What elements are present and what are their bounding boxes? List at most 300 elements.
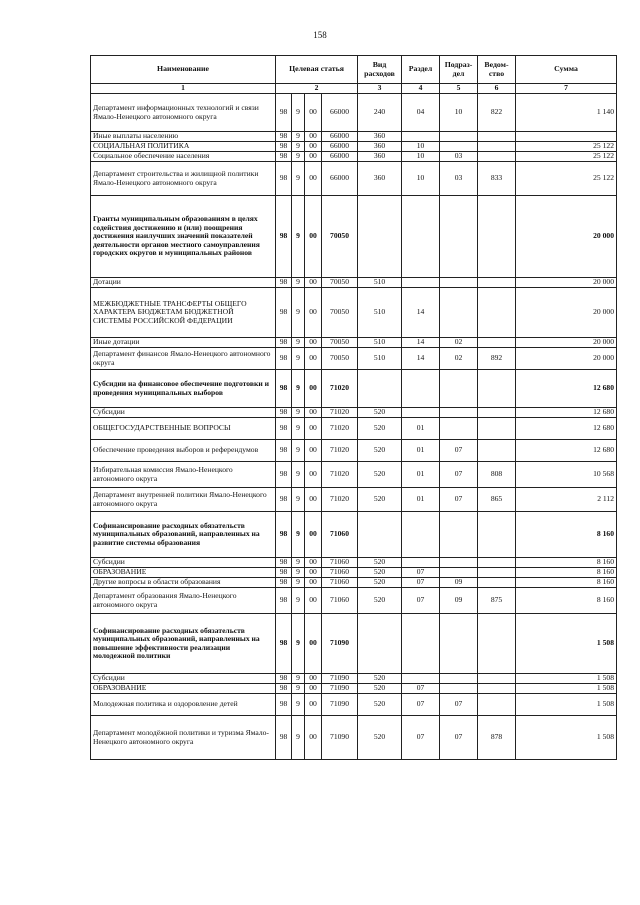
- table-row: [91, 370, 617, 408]
- table-cell-subsection: [440, 408, 478, 418]
- header-number-3: 3: [358, 84, 402, 94]
- table-cell-program: 98: [276, 512, 292, 558]
- table-cell-expense-type: 520: [358, 488, 402, 512]
- table-cell-expense-type: 520: [358, 578, 402, 588]
- table-cell-name: Департамент финансов Ямало-Ненецкого автономного округа: [91, 348, 276, 370]
- table-cell-subsection: 03: [440, 152, 478, 162]
- table-cell-code: 71060: [322, 512, 358, 558]
- table-cell-code: 71090: [322, 694, 358, 716]
- table-cell-program: 98: [276, 132, 292, 142]
- table-cell-subsection: [440, 558, 478, 568]
- table-cell-subprogram: 9: [292, 716, 305, 760]
- table-cell-sum: 20 000: [516, 348, 617, 370]
- table-row: [91, 278, 617, 288]
- table-cell-group: 00: [305, 132, 322, 142]
- table-cell-department: [478, 418, 516, 440]
- table-cell-subprogram: 9: [292, 694, 305, 716]
- table-cell-sum: 8 160: [516, 568, 617, 578]
- table-cell-expense-type: 360: [358, 162, 402, 196]
- table-cell-program: 98: [276, 370, 292, 408]
- table-cell-group: 00: [305, 142, 322, 152]
- table-cell-subsection: 10: [440, 94, 478, 132]
- table-cell-subprogram: 9: [292, 162, 305, 196]
- table-cell-department: [478, 558, 516, 568]
- table-cell-section: [402, 196, 440, 278]
- table-cell-department: [478, 568, 516, 578]
- table-cell-code: 70050: [322, 196, 358, 278]
- table-cell-program: 98: [276, 196, 292, 278]
- table-cell-section: 07: [402, 684, 440, 694]
- table-cell-code: 71020: [322, 488, 358, 512]
- table-cell-name: Департамент образования Ямало-Ненецкого автономного округа: [91, 588, 276, 614]
- table-cell-program: 98: [276, 588, 292, 614]
- header-number-4: 4: [402, 84, 440, 94]
- table-cell-group: 00: [305, 338, 322, 348]
- table-cell-code: 71090: [322, 716, 358, 760]
- table-cell-expense-type: [358, 370, 402, 408]
- table-cell-group: 00: [305, 94, 322, 132]
- table-cell-sum: 20 000: [516, 278, 617, 288]
- table-cell-section: 14: [402, 288, 440, 338]
- table-cell-department: [478, 142, 516, 152]
- table-row: [91, 288, 617, 338]
- table-cell-code: 71020: [322, 408, 358, 418]
- table-cell-sum: 1 508: [516, 684, 617, 694]
- table-cell-program: 98: [276, 288, 292, 338]
- table-cell-group: 00: [305, 288, 322, 338]
- table-row: [91, 614, 617, 674]
- table-cell-department: 822: [478, 94, 516, 132]
- table-cell-name: Субсидии: [91, 674, 276, 684]
- table-cell-sum: 12 680: [516, 370, 617, 408]
- table-cell-code: 70050: [322, 288, 358, 338]
- table-cell-name: Субсидии на финансовое обеспечение подготовки и проведения муниципальных выборов: [91, 370, 276, 408]
- table-cell-subprogram: 9: [292, 408, 305, 418]
- table-cell-code: 71090: [322, 684, 358, 694]
- table-row: [91, 588, 617, 614]
- table-cell-department: [478, 684, 516, 694]
- header-department: Ведом-ство: [478, 56, 516, 84]
- table-cell-expense-type: 360: [358, 142, 402, 152]
- table-cell-subsection: 03: [440, 162, 478, 196]
- table-cell-code: 70050: [322, 278, 358, 288]
- table-row: [91, 142, 617, 152]
- table-cell-subsection: 07: [440, 440, 478, 462]
- table-cell-name: Софинансирование расходных обязательств муниципальных образований, направленных на повышение эффективности реализации молодежной политики: [91, 614, 276, 674]
- table-cell-department: 892: [478, 348, 516, 370]
- table-cell-department: [478, 408, 516, 418]
- table-cell-sum: 2 112: [516, 488, 617, 512]
- table-cell-name: Обеспечение проведения выборов и референдумов: [91, 440, 276, 462]
- table-cell-sum: 8 160: [516, 512, 617, 558]
- table-cell-group: 00: [305, 408, 322, 418]
- table-cell-expense-type: 520: [358, 418, 402, 440]
- table-cell-section: 10: [402, 142, 440, 152]
- table-cell-department: [478, 132, 516, 142]
- header-expense-type: Вид расходов: [358, 56, 402, 84]
- table-cell-program: 98: [276, 684, 292, 694]
- table-cell-group: 00: [305, 488, 322, 512]
- table-cell-program: 98: [276, 142, 292, 152]
- table-cell-subprogram: 9: [292, 418, 305, 440]
- table-cell-sum: [516, 132, 617, 142]
- table-row: [91, 132, 617, 142]
- table-cell-expense-type: 520: [358, 684, 402, 694]
- table-cell-name: ОБЩЕГОСУДАРСТВЕННЫЕ ВОПРОСЫ: [91, 418, 276, 440]
- table-cell-section: 01: [402, 418, 440, 440]
- table-cell-department: 875: [478, 588, 516, 614]
- table-cell-subprogram: 9: [292, 152, 305, 162]
- table-cell-section: [402, 614, 440, 674]
- table-cell-subprogram: 9: [292, 462, 305, 488]
- table-cell-subprogram: 9: [292, 488, 305, 512]
- table-cell-expense-type: 510: [358, 348, 402, 370]
- table-cell-expense-type: 520: [358, 674, 402, 684]
- table-cell-sum: 10 568: [516, 462, 617, 488]
- table-cell-program: 98: [276, 338, 292, 348]
- table-cell-name: Департамент строительства и жилищной политики Ямало-Ненецкого автономного округа: [91, 162, 276, 196]
- table-row: [91, 716, 617, 760]
- table-cell-expense-type: 510: [358, 338, 402, 348]
- table-cell-sum: 12 680: [516, 418, 617, 440]
- table-cell-department: [478, 440, 516, 462]
- table-cell-name: СОЦИАЛЬНАЯ ПОЛИТИКА: [91, 142, 276, 152]
- table-cell-group: 00: [305, 462, 322, 488]
- table-cell-group: 00: [305, 588, 322, 614]
- table-cell-subprogram: 9: [292, 674, 305, 684]
- table-row: [91, 348, 617, 370]
- table-cell-subsection: [440, 370, 478, 408]
- table-cell-section: [402, 674, 440, 684]
- table-cell-section: 07: [402, 588, 440, 614]
- table-cell-expense-type: 520: [358, 716, 402, 760]
- table-row: [91, 684, 617, 694]
- table-cell-subprogram: 9: [292, 568, 305, 578]
- table-cell-section: [402, 558, 440, 568]
- table-cell-subsection: [440, 614, 478, 674]
- table-cell-name: Избирательная комиссия Ямало-Ненецкого автономного округа: [91, 462, 276, 488]
- table-cell-subprogram: 9: [292, 578, 305, 588]
- table-cell-section: 07: [402, 716, 440, 760]
- table-cell-department: [478, 338, 516, 348]
- table-cell-group: 00: [305, 512, 322, 558]
- table-cell-code: 66000: [322, 142, 358, 152]
- table-cell-code: 70050: [322, 348, 358, 370]
- table-cell-department: 865: [478, 488, 516, 512]
- table-cell-code: 71020: [322, 418, 358, 440]
- table-cell-subsection: [440, 418, 478, 440]
- table-cell-subsection: 07: [440, 694, 478, 716]
- table-cell-program: 98: [276, 162, 292, 196]
- table-cell-group: 00: [305, 568, 322, 578]
- table-cell-subprogram: 9: [292, 588, 305, 614]
- table-cell-department: 878: [478, 716, 516, 760]
- table-cell-subsection: [440, 684, 478, 694]
- table-cell-program: 98: [276, 94, 292, 132]
- table-cell-name: Департамент молодёжной политики и туризма Ямало-Ненецкого автономного округа: [91, 716, 276, 760]
- table-cell-subprogram: 9: [292, 278, 305, 288]
- table-cell-sum: 25 122: [516, 152, 617, 162]
- table-cell-subprogram: 9: [292, 348, 305, 370]
- table-cell-subprogram: 9: [292, 338, 305, 348]
- table-cell-sum: 8 160: [516, 558, 617, 568]
- table-cell-expense-type: [358, 512, 402, 558]
- table-cell-name: Дотации: [91, 278, 276, 288]
- table-cell-section: 01: [402, 440, 440, 462]
- table-cell-group: 00: [305, 716, 322, 760]
- header-number-1: 1: [91, 84, 276, 94]
- table-cell-subsection: 07: [440, 462, 478, 488]
- table-cell-section: 01: [402, 462, 440, 488]
- table-cell-expense-type: 520: [358, 558, 402, 568]
- table-row: [91, 418, 617, 440]
- table-cell-section: 14: [402, 348, 440, 370]
- header-section: Раздел: [402, 56, 440, 84]
- table-cell-program: 98: [276, 488, 292, 512]
- table-cell-subsection: 07: [440, 488, 478, 512]
- table-body: [91, 94, 617, 760]
- table-cell-program: 98: [276, 614, 292, 674]
- table-cell-name: Субсидии: [91, 408, 276, 418]
- table-cell-program: 98: [276, 674, 292, 684]
- table-cell-code: 71060: [322, 558, 358, 568]
- table-cell-subprogram: 9: [292, 288, 305, 338]
- table-cell-code: 71020: [322, 370, 358, 408]
- table-cell-group: 00: [305, 694, 322, 716]
- header-sum: Сумма: [516, 56, 617, 84]
- table-cell-code: 71060: [322, 578, 358, 588]
- table-cell-sum: 1 508: [516, 716, 617, 760]
- table-cell-department: [478, 278, 516, 288]
- table-cell-program: 98: [276, 278, 292, 288]
- table-cell-group: 00: [305, 162, 322, 196]
- table-cell-code: 66000: [322, 152, 358, 162]
- table-cell-code: 71020: [322, 462, 358, 488]
- table-cell-code: 71060: [322, 568, 358, 578]
- table-cell-program: 98: [276, 694, 292, 716]
- table-cell-subprogram: 9: [292, 142, 305, 152]
- table-cell-program: 98: [276, 462, 292, 488]
- table-cell-group: 00: [305, 152, 322, 162]
- table-cell-code: 71020: [322, 440, 358, 462]
- table-cell-department: [478, 288, 516, 338]
- table-cell-group: 00: [305, 440, 322, 462]
- table-cell-program: 98: [276, 440, 292, 462]
- table-row: [91, 694, 617, 716]
- table-cell-code: 66000: [322, 132, 358, 142]
- table-row: [91, 162, 617, 196]
- table-cell-name: Другие вопросы в области образования: [91, 578, 276, 588]
- table-cell-program: 98: [276, 418, 292, 440]
- table-cell-section: [402, 278, 440, 288]
- table-row: [91, 578, 617, 588]
- table-cell-program: 98: [276, 152, 292, 162]
- header-subsection: Подраз-дел: [440, 56, 478, 84]
- table-row: [91, 488, 617, 512]
- table-cell-expense-type: [358, 614, 402, 674]
- table-cell-group: 00: [305, 674, 322, 684]
- table-cell-department: [478, 674, 516, 684]
- table-cell-sum: 1 508: [516, 614, 617, 674]
- table-cell-department: 808: [478, 462, 516, 488]
- table-cell-expense-type: 520: [358, 408, 402, 418]
- table-cell-name: МЕЖБЮДЖЕТНЫЕ ТРАНСФЕРТЫ ОБЩЕГО ХАРАКТЕРА БЮДЖЕТАМ БЮДЖЕТНОЙ СИСТЕМЫ РОССИЙСКОЙ ФЕДЕРАЦИИ: [91, 288, 276, 338]
- table-cell-subprogram: 9: [292, 94, 305, 132]
- table-cell-name: Гранты муниципальным образованиям в целях содействия достижению и (или) поощрения достижения наилучших значений показателей деятельности органов местного самоуправления городских округов и муниципальных районов: [91, 196, 276, 278]
- table-row: [91, 338, 617, 348]
- table-cell-group: 00: [305, 558, 322, 568]
- table-row: [91, 440, 617, 462]
- table-cell-expense-type: 360: [358, 152, 402, 162]
- table-row: [91, 94, 617, 132]
- table-row: [91, 408, 617, 418]
- table-cell-sum: 25 122: [516, 162, 617, 196]
- header-number-2: 2: [276, 84, 358, 94]
- table-row: [91, 152, 617, 162]
- table-cell-subsection: [440, 142, 478, 152]
- table-cell-name: ОБРАЗОВАНИЕ: [91, 684, 276, 694]
- table-cell-section: 07: [402, 578, 440, 588]
- table-cell-sum: 1 508: [516, 694, 617, 716]
- table-cell-subprogram: 9: [292, 440, 305, 462]
- table-cell-department: [478, 370, 516, 408]
- table-cell-code: 71090: [322, 614, 358, 674]
- table-cell-subprogram: 9: [292, 132, 305, 142]
- table-cell-group: 00: [305, 348, 322, 370]
- table-cell-name: Молодежная политика и оздоровление детей: [91, 694, 276, 716]
- table-cell-group: 00: [305, 418, 322, 440]
- table-cell-subsection: 02: [440, 348, 478, 370]
- table-cell-sum: 20 000: [516, 338, 617, 348]
- table-cell-subprogram: 9: [292, 684, 305, 694]
- table-cell-sum: 25 122: [516, 142, 617, 152]
- table-cell-program: 98: [276, 578, 292, 588]
- table-cell-subsection: 07: [440, 716, 478, 760]
- table-cell-sum: 1 140: [516, 94, 617, 132]
- table-row: [91, 512, 617, 558]
- table-cell-expense-type: 240: [358, 94, 402, 132]
- table-cell-code: 66000: [322, 94, 358, 132]
- table-cell-code: 66000: [322, 162, 358, 196]
- table-cell-subsection: 02: [440, 338, 478, 348]
- table-cell-section: 07: [402, 694, 440, 716]
- table-cell-name: Субсидии: [91, 558, 276, 568]
- table-cell-subsection: [440, 132, 478, 142]
- table-cell-code: 70050: [322, 338, 358, 348]
- header-target: Целевая статья: [276, 56, 358, 84]
- table-cell-section: 10: [402, 162, 440, 196]
- table-cell-program: 98: [276, 348, 292, 370]
- table-cell-department: [478, 614, 516, 674]
- table-cell-group: 00: [305, 196, 322, 278]
- table-cell-subprogram: 9: [292, 558, 305, 568]
- table-cell-section: [402, 408, 440, 418]
- table-cell-subsection: [440, 196, 478, 278]
- table-cell-code: 71060: [322, 588, 358, 614]
- table-cell-subprogram: 9: [292, 512, 305, 558]
- table-cell-name: Социальное обеспечение населения: [91, 152, 276, 162]
- table-cell-section: [402, 132, 440, 142]
- table-cell-sum: 20 000: [516, 288, 617, 338]
- table-cell-expense-type: 510: [358, 288, 402, 338]
- table-cell-group: 00: [305, 614, 322, 674]
- header-number-5: 5: [440, 84, 478, 94]
- table-cell-expense-type: [358, 196, 402, 278]
- table-cell-subsection: [440, 288, 478, 338]
- header-number-6: 6: [478, 84, 516, 94]
- table-cell-group: 00: [305, 278, 322, 288]
- table-cell-section: 01: [402, 488, 440, 512]
- table-cell-program: 98: [276, 568, 292, 578]
- table-cell-expense-type: 520: [358, 568, 402, 578]
- table-row: [91, 568, 617, 578]
- table-cell-department: [478, 694, 516, 716]
- budget-table: [90, 55, 617, 760]
- table-row: [91, 196, 617, 278]
- table-cell-name: Софинансирование расходных обязательств муниципальных образований, направленных на развитие системы образования: [91, 512, 276, 558]
- table-cell-sum: 1 508: [516, 674, 617, 684]
- table-row: [91, 462, 617, 488]
- table-cell-group: 00: [305, 578, 322, 588]
- table-cell-sum: 8 160: [516, 588, 617, 614]
- table-cell-subprogram: 9: [292, 370, 305, 408]
- table-cell-expense-type: 520: [358, 462, 402, 488]
- table-cell-subsection: 09: [440, 588, 478, 614]
- table-cell-department: [478, 196, 516, 278]
- table-cell-expense-type: 510: [358, 278, 402, 288]
- table-cell-section: 07: [402, 568, 440, 578]
- table-cell-subsection: [440, 674, 478, 684]
- table-cell-name: Иные выплаты населению: [91, 132, 276, 142]
- table-cell-subsection: [440, 512, 478, 558]
- header-name: Наименование: [91, 56, 276, 84]
- table-cell-name: Департамент внутренней политики Ямало-Ненецкого автономного округа: [91, 488, 276, 512]
- table-cell-program: 98: [276, 716, 292, 760]
- table-cell-section: 10: [402, 152, 440, 162]
- table-cell-subprogram: 9: [292, 196, 305, 278]
- table-row: [91, 558, 617, 568]
- table-cell-group: 00: [305, 684, 322, 694]
- table-cell-sum: 8 160: [516, 578, 617, 588]
- table-cell-sum: 20 000: [516, 196, 617, 278]
- table-cell-name: ОБРАЗОВАНИЕ: [91, 568, 276, 578]
- header-number-7: 7: [516, 84, 617, 94]
- table-cell-expense-type: 520: [358, 694, 402, 716]
- table-cell-section: 04: [402, 94, 440, 132]
- table-cell-program: 98: [276, 408, 292, 418]
- table-cell-sum: 12 680: [516, 440, 617, 462]
- table-cell-subprogram: 9: [292, 614, 305, 674]
- table-cell-expense-type: 520: [358, 588, 402, 614]
- table-cell-code: 71090: [322, 674, 358, 684]
- table-cell-subsection: 09: [440, 578, 478, 588]
- table-cell-section: [402, 512, 440, 558]
- table-cell-department: [478, 512, 516, 558]
- table-cell-subsection: [440, 568, 478, 578]
- table-cell-section: 14: [402, 338, 440, 348]
- table-cell-department: [478, 578, 516, 588]
- table-cell-sum: 12 680: [516, 408, 617, 418]
- table-cell-group: 00: [305, 370, 322, 408]
- table-cell-department: 833: [478, 162, 516, 196]
- table-cell-name: Департамент информационных технологий и связи Ямало-Ненецкого автономного округа: [91, 94, 276, 132]
- page-number: 158: [313, 30, 327, 40]
- table-cell-section: [402, 370, 440, 408]
- table-cell-department: [478, 152, 516, 162]
- table-cell-subsection: [440, 278, 478, 288]
- table-cell-expense-type: 360: [358, 132, 402, 142]
- table-row: [91, 674, 617, 684]
